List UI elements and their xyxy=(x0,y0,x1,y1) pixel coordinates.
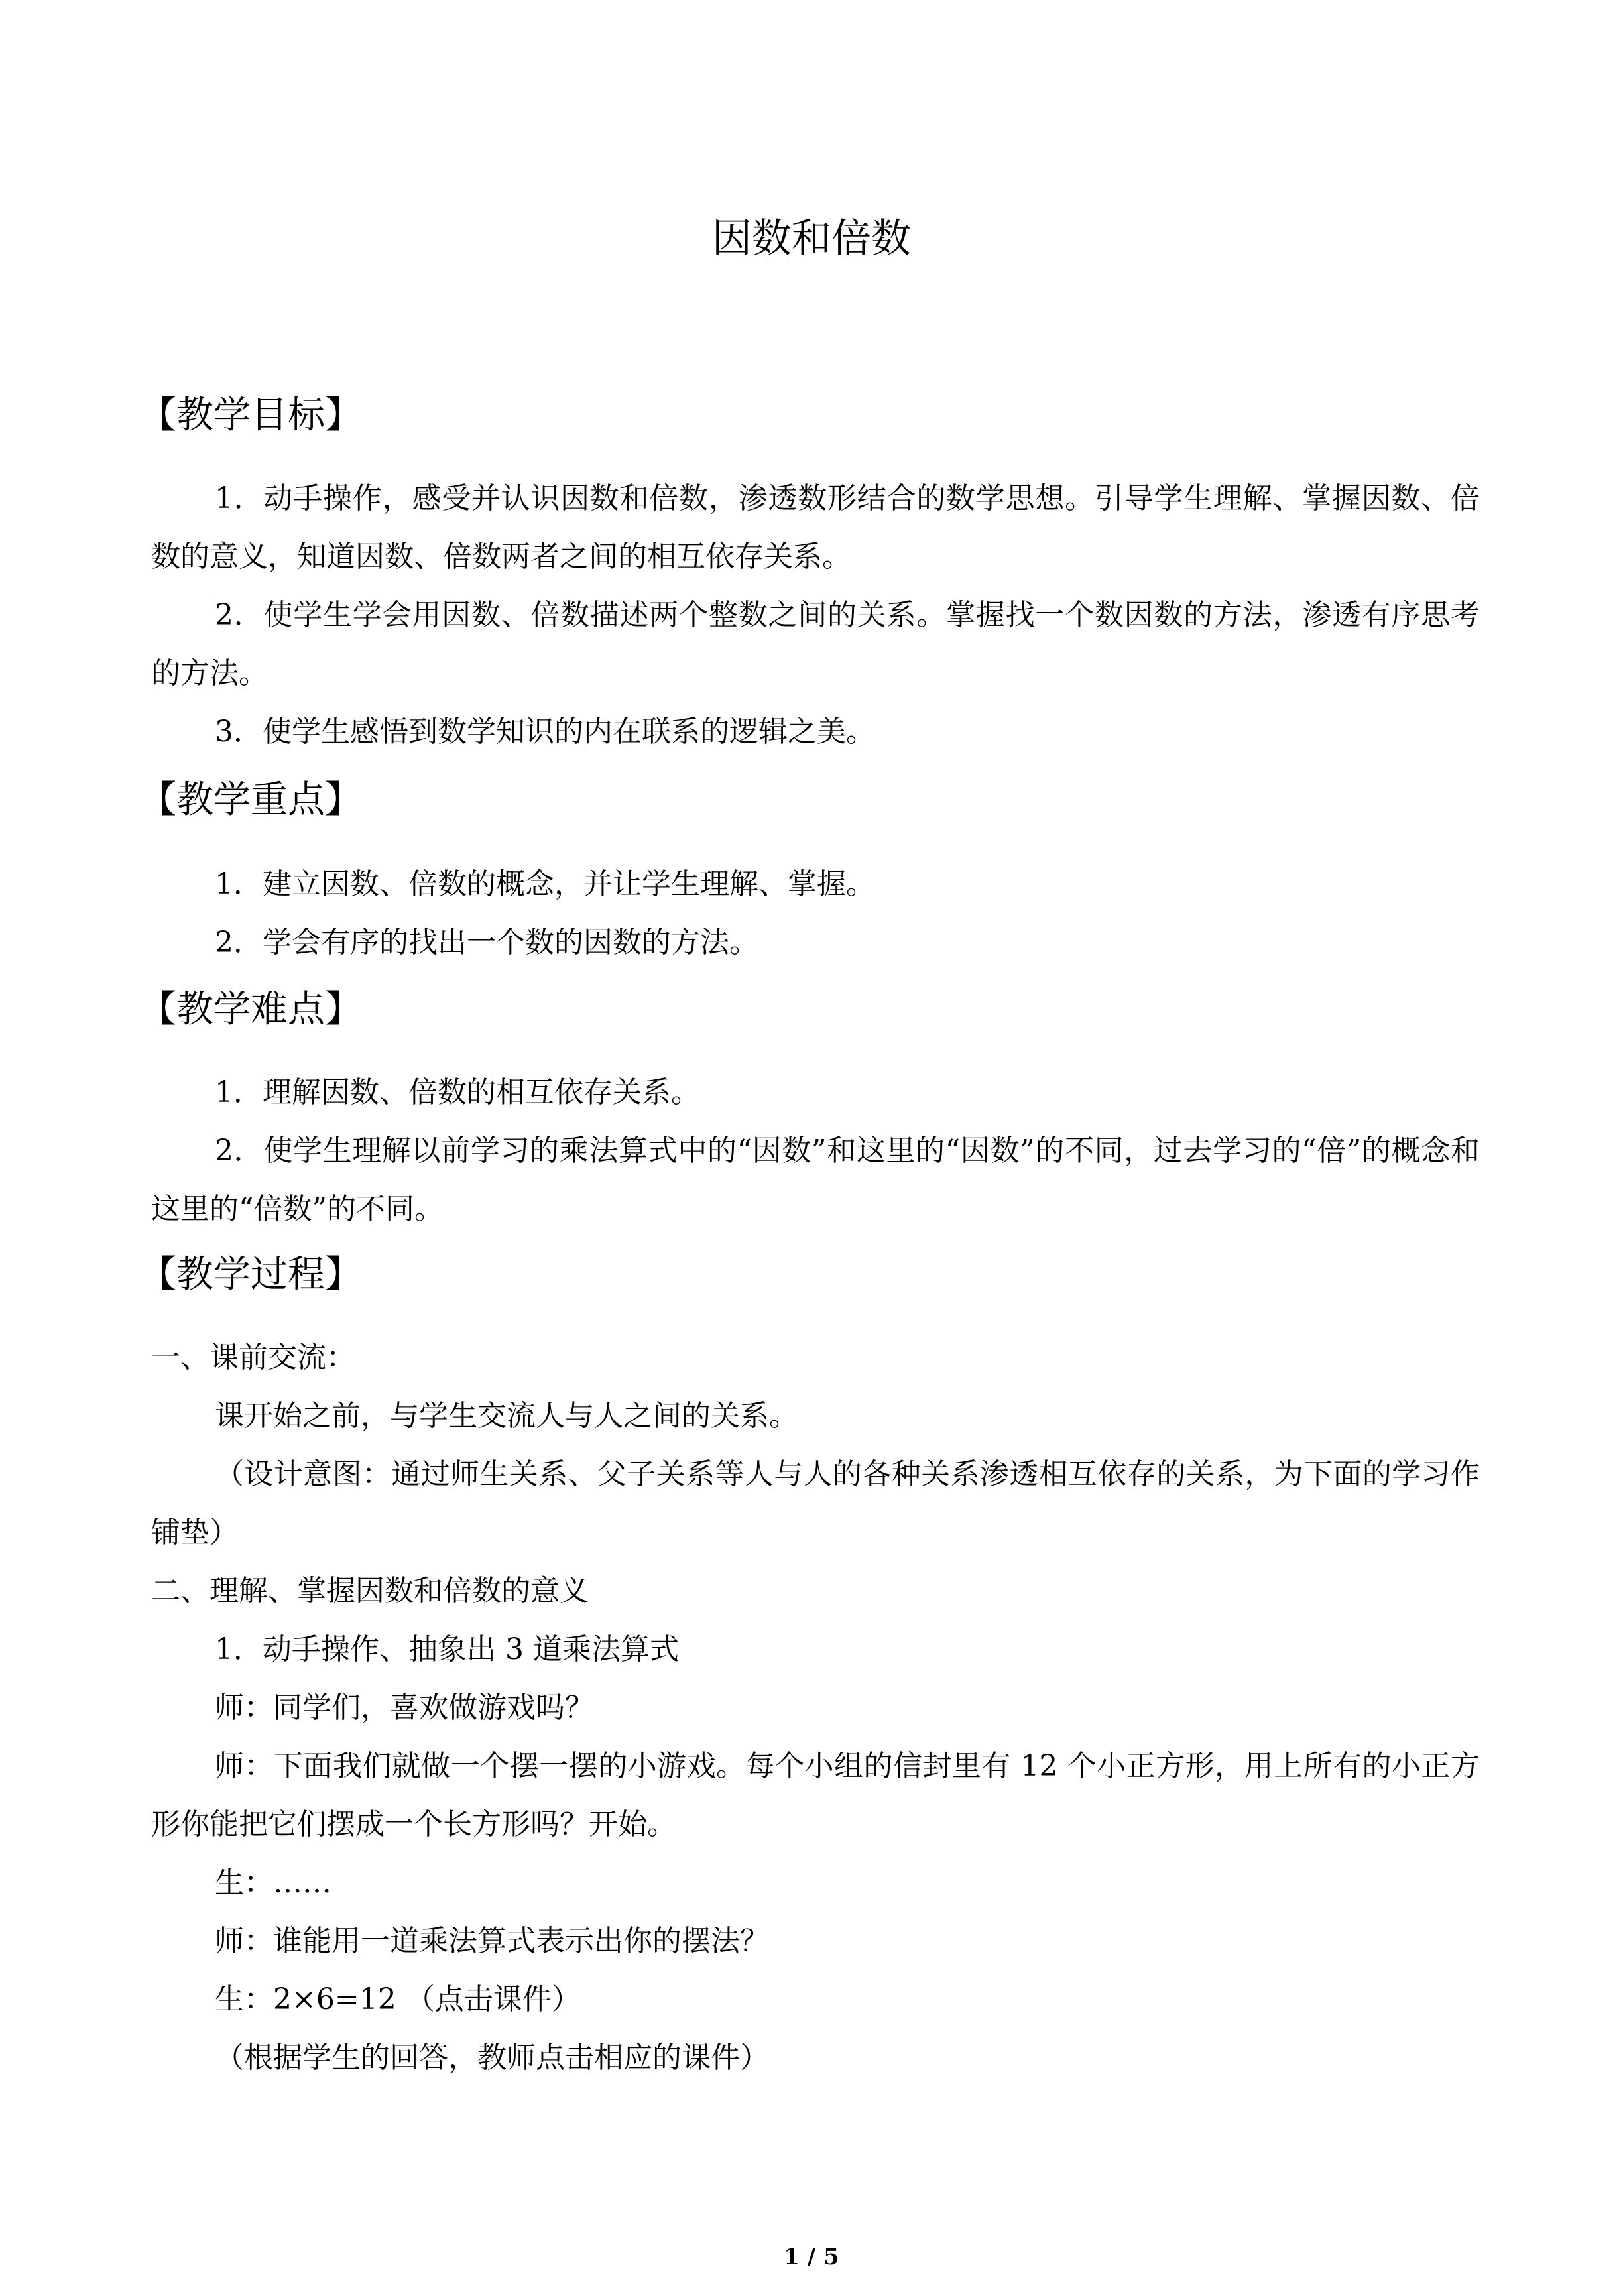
difficulty-2: 2．使学生理解以前学习的乘法算式中的“因数”和这里的“因数”的不同，过去学习的“倍”的概念和这里的“倍数”的不同。 xyxy=(151,1134,1480,1226)
page-title: 因数和倍数 xyxy=(712,215,911,262)
student-line-1: 生：…… xyxy=(215,1866,331,1900)
key-point-2: 2．学会有序的找出一个数的因数的方法。 xyxy=(215,926,758,959)
objective-1: 1．动手操作，感受并认识因数和倍数，渗透数形结合的数学思想。引导学生理解、掌握因数、倍数的意义，知道因数、倍数两者之间的相互依存关系。 xyxy=(151,481,1480,574)
key-point-1: 1．建立因数、倍数的概念，并让学生理解、掌握。 xyxy=(215,867,875,901)
process-part2-title: 二、理解、掌握因数和倍数的意义 xyxy=(151,1574,589,1608)
process-part1-title: 一、课前交流： xyxy=(151,1341,355,1374)
objective-2: 2．使学生学会用因数、倍数描述两个整数之间的关系。掌握找一个数因数的方法，渗透有序思考的方法。 xyxy=(151,598,1480,690)
heading-difficulties: 【教学难点】 xyxy=(139,988,362,1031)
process-step1: 1．动手操作、抽象出 3 道乘法算式 xyxy=(215,1632,679,1666)
teacher-line-1: 师：同学们，喜欢做游戏吗？ xyxy=(215,1691,594,1724)
process-part1-text: 课开始之前，与学生交流人与人之间的关系。 xyxy=(215,1399,798,1433)
heading-objectives: 【教学目标】 xyxy=(139,394,362,437)
page-number: 1 / 5 xyxy=(784,2244,839,2270)
process-part1-note: （设计意图：通过师生关系、父子关系等人与人的各种关系渗透相互依存的关系，为下面的学习作铺垫） xyxy=(151,1457,1480,1549)
difficulty-1: 1．理解因数、倍数的相互依存关系。 xyxy=(215,1075,700,1109)
heading-process: 【教学过程】 xyxy=(139,1253,362,1296)
teacher-note: （根据学生的回答，教师点击相应的课件） xyxy=(215,2041,769,2075)
objective-3: 3．使学生感悟到数学知识的内在联系的逻辑之美。 xyxy=(215,715,875,749)
heading-key-points: 【教学重点】 xyxy=(139,778,362,821)
student-line-2: 生：2×6=12 （点击课件） xyxy=(215,1982,581,2016)
teacher-line-3: 师：谁能用一道乘法算式表示出你的摆法？ xyxy=(215,1924,769,1958)
teacher-line-2: 师：下面我们就做一个摆一摆的小游戏。每个小组的信封里有 12 个小正方形，用上所有的小正方形你能把它们摆成一个长方形吗？开始。 xyxy=(151,1749,1480,1841)
